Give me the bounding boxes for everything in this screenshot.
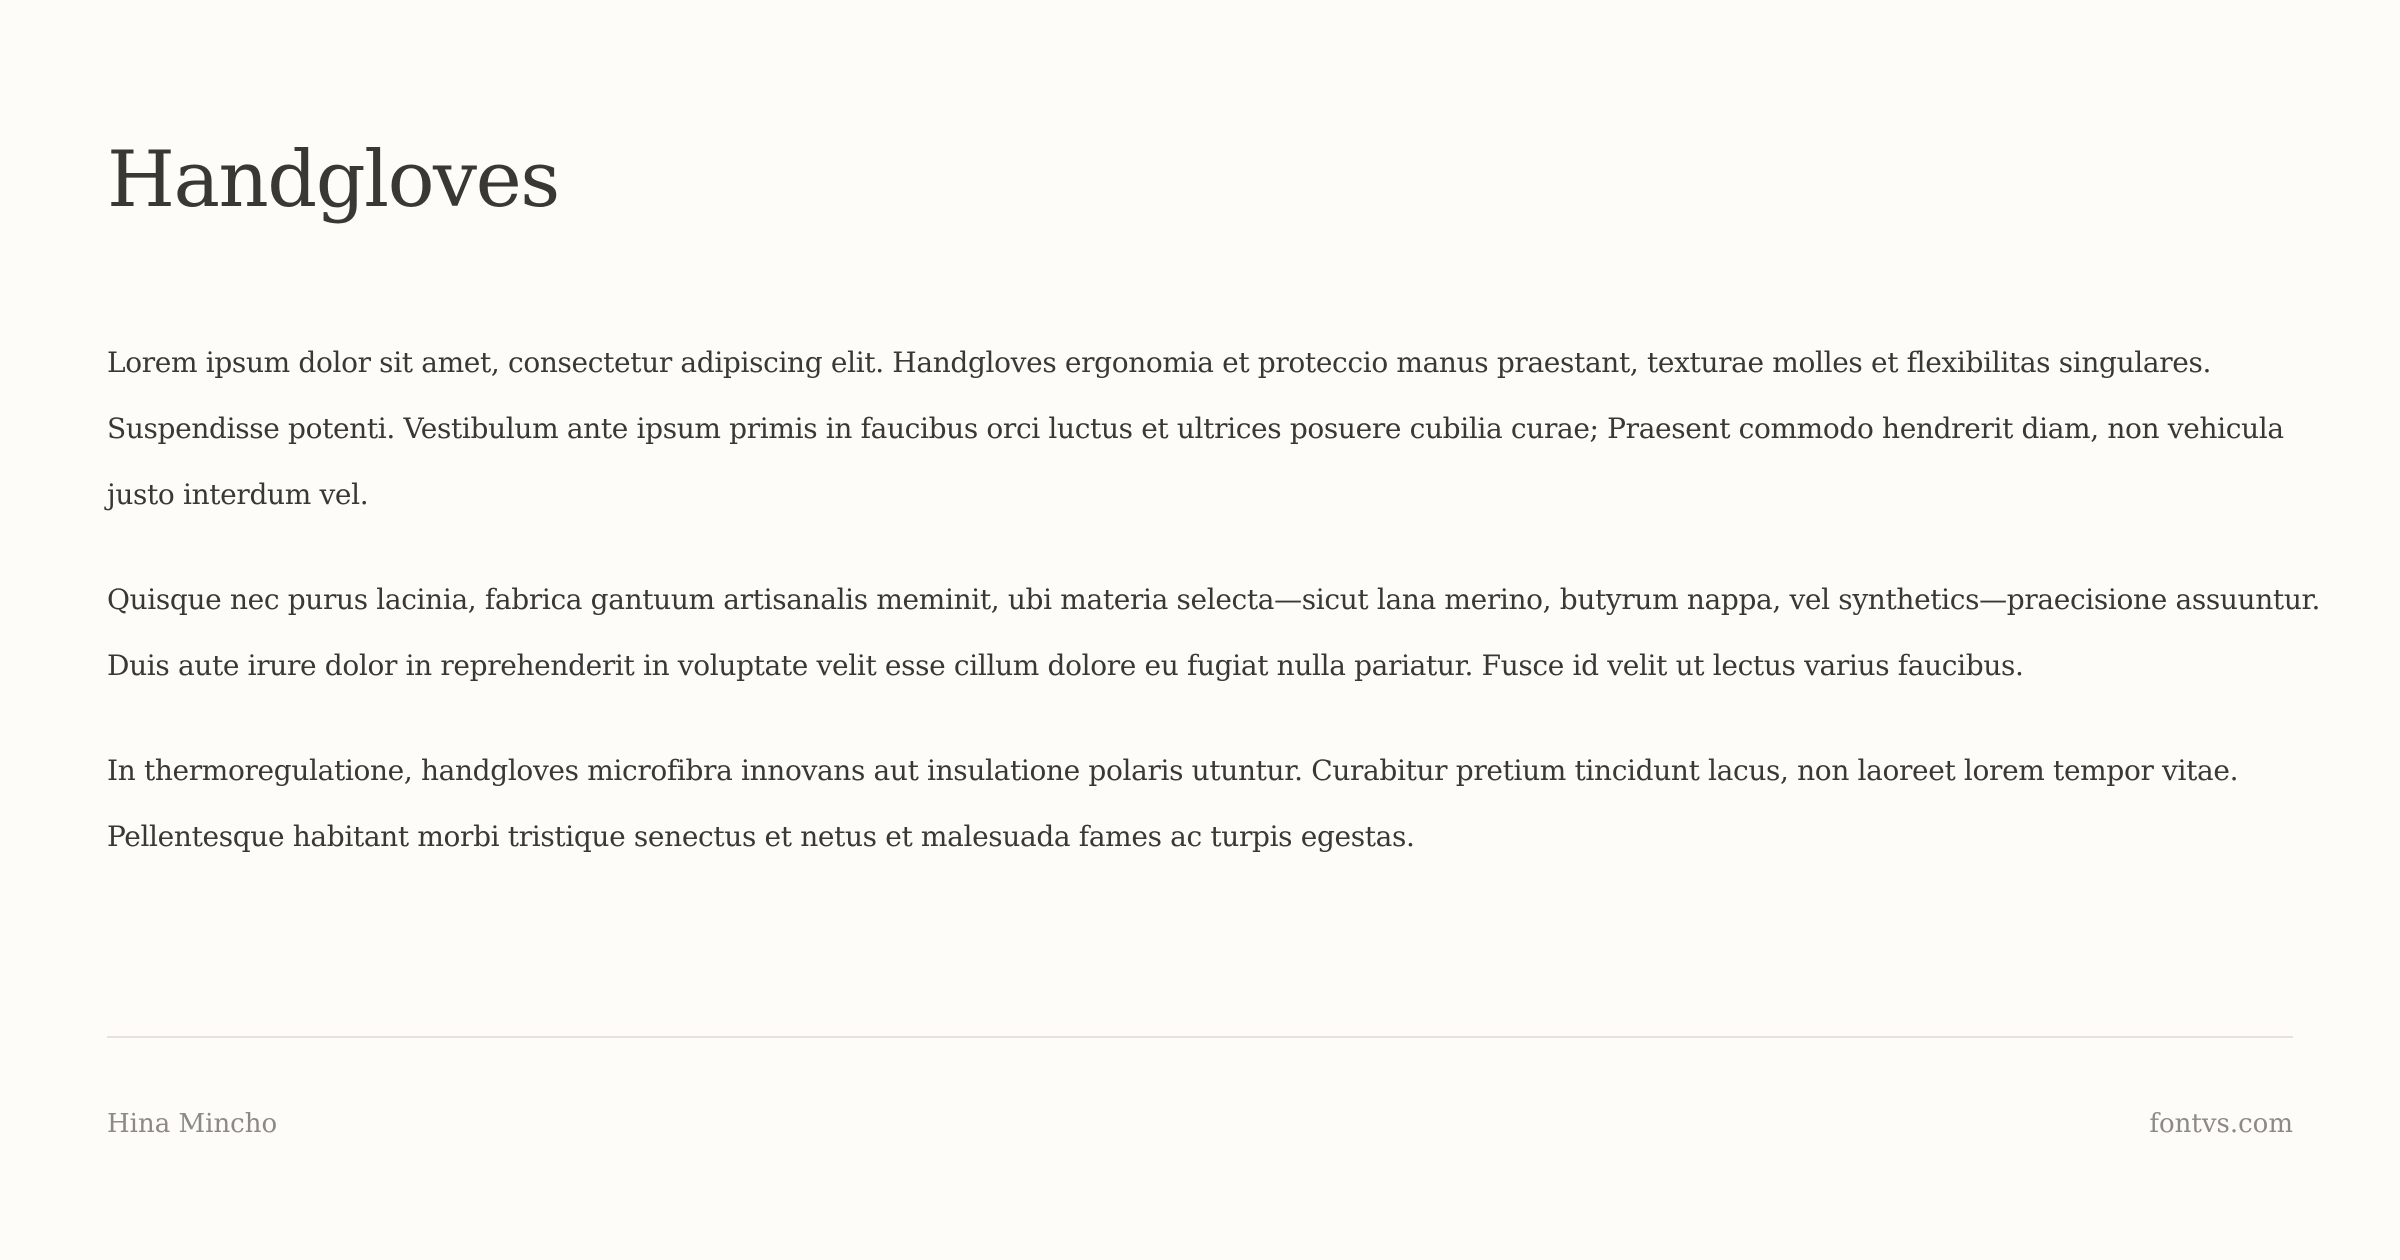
footer-divider (107, 1036, 2293, 1038)
paragraph-3 (107, 738, 2293, 870)
paragraph-line: Quisque nec purus lacinia, fabrica gantuum artisanalis meminit, ubi materia selecta—sicut lana merino, butyrum nappa, vel synthetics—praecisione assuuntur. (107, 583, 2321, 616)
paragraph-line: Pellentesque habitant morbi tristique senectus et netus et malesuada fames ac turpis egestas. (107, 820, 1415, 853)
paragraph-line: Suspendisse potenti. Vestibulum ante ipsum primis in faucibus orci luctus et ultrices posuere cubilia curae; Praesent commodo hendrerit diam, non vehicula (107, 412, 2284, 445)
specimen-page (107, 0, 2321, 1260)
font-name-label: Hina Mincho (107, 1109, 278, 1139)
body-text (107, 330, 2321, 909)
paragraph-line: Duis aute irure dolor in reprehenderit in voluptate velit esse cillum dolore eu fugiat nulla pariatur. Fusce id velit ut lectus varius faucibus. (107, 649, 2024, 682)
paragraph-1 (107, 330, 2293, 528)
paragraph-line: Lorem ipsum dolor sit amet, consectetur adipiscing elit. Handgloves ergonomia et proteccio manus praestant, texturae molles et flexibilitas singulares. (107, 346, 2212, 379)
paragraph-line: In thermoregulatione, handgloves microfibra innovans aut insulatione polaris utuntur. Curabitur pretium tincidunt lacus, non laoreet lorem tempor vitae. (107, 754, 2239, 787)
page-title: Handgloves (107, 135, 559, 225)
paragraph-2 (107, 567, 2321, 699)
site-label: fontvs.com (2149, 1109, 2293, 1139)
paragraph-line: justo interdum vel. (107, 478, 369, 511)
